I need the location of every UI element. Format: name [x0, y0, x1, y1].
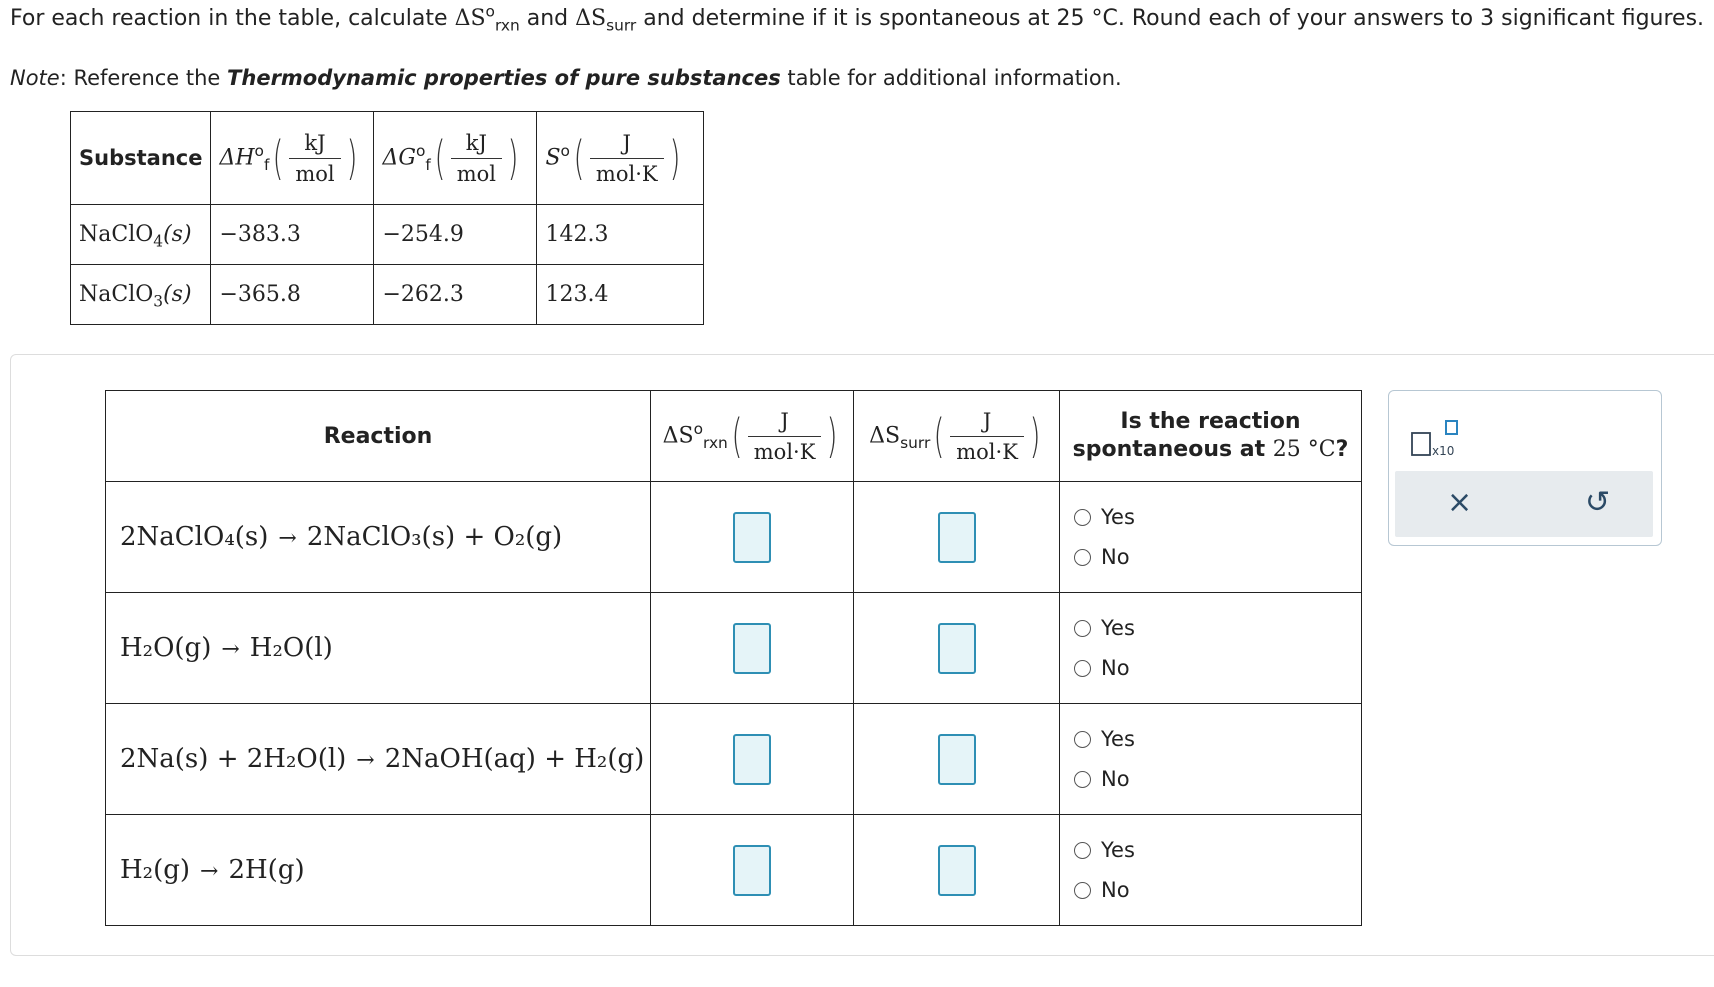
header-s [537, 112, 704, 205]
dsrxn-input[interactable] [733, 623, 771, 674]
table-row [106, 815, 1362, 926]
unit-kj: kJ [451, 131, 502, 159]
reaction-equation [106, 704, 651, 815]
dssurr-unit [950, 409, 1024, 464]
rxn-subscript: rxn [494, 16, 520, 35]
paren-close: ) [669, 131, 680, 185]
note-pre: : Reference the [59, 66, 228, 90]
yes-option[interactable] [1074, 500, 1360, 534]
paren-open: ( [434, 131, 446, 185]
dssurr-input[interactable] [938, 512, 976, 563]
table-row [106, 482, 1362, 593]
delta-s-symbol-2: ΔS [575, 6, 607, 31]
table-row [106, 704, 1362, 815]
and-text: and [519, 6, 576, 31]
radio-icon[interactable] [1074, 620, 1091, 637]
spont-temp: 25 °C [1272, 437, 1336, 462]
radio-icon[interactable] [1074, 549, 1091, 566]
radio-icon[interactable] [1074, 660, 1091, 677]
paren-close: ) [826, 409, 838, 463]
paren-close: ) [507, 131, 519, 185]
formula-sub: 3 [153, 292, 164, 311]
note-post: table for additional information. [780, 66, 1122, 90]
degree-mark: o [485, 2, 495, 21]
yes-option[interactable] [1074, 722, 1360, 756]
reaction-equation [106, 815, 651, 926]
table-row [106, 593, 1362, 704]
unit-molk: mol·K [595, 161, 658, 186]
dssurr-cell [854, 815, 1060, 926]
paren-open: ( [272, 131, 284, 185]
paren-open: ( [573, 131, 585, 185]
spont-line1: Is the reaction [1120, 409, 1301, 434]
reaction-table [105, 390, 1362, 926]
instructions-text-1: For each reaction in the table, calculate [10, 6, 455, 31]
table-row [71, 265, 704, 325]
s-value: 142.3 [537, 205, 704, 265]
formula: NaClO [79, 282, 154, 307]
no-label: No [1101, 656, 1130, 680]
spont-line2: spontaneous at [1072, 437, 1273, 462]
header-dhf [211, 112, 374, 205]
dssurr-input[interactable] [938, 845, 976, 896]
radio-icon[interactable] [1074, 882, 1091, 899]
x10-text: x10 [1432, 444, 1455, 458]
state: (s) [163, 282, 192, 307]
s-unit [590, 131, 664, 186]
no-option[interactable] [1074, 873, 1360, 907]
formula: NaClO [79, 222, 154, 247]
dssurr-cell [854, 704, 1060, 815]
no-option[interactable] [1074, 762, 1360, 796]
dsrxn-symbol: ΔS [662, 423, 694, 448]
dh-value: −383.3 [211, 205, 374, 265]
paren-close: ) [1029, 409, 1041, 463]
unit-j: J [590, 131, 664, 159]
dhf-symbol: ΔH [219, 145, 255, 170]
header-substance: Substance [71, 112, 211, 205]
header-dsrxn [651, 391, 854, 482]
yes-label: Yes [1101, 505, 1135, 529]
no-label: No [1101, 878, 1130, 902]
clear-icon[interactable]: × [1447, 485, 1473, 520]
arrow-icon: → [356, 748, 375, 773]
spontaneous-cell [1060, 704, 1362, 815]
dssurr-cell [854, 482, 1060, 593]
radio-icon[interactable] [1074, 771, 1091, 788]
state: (s) [163, 222, 192, 247]
paren-open: ( [731, 409, 743, 463]
dhf-deg: o [254, 141, 264, 160]
yes-option[interactable] [1074, 833, 1360, 867]
tool-actions [1395, 471, 1653, 537]
paren-open: ( [933, 409, 945, 463]
dsrxn-input[interactable] [733, 512, 771, 563]
dsrxn-cell [651, 593, 854, 704]
yes-option[interactable] [1074, 611, 1360, 645]
header-dssurr [854, 391, 1060, 482]
note-label: Note [10, 66, 60, 90]
yes-label: Yes [1101, 838, 1135, 862]
spontaneous-cell [1060, 815, 1362, 926]
header-spontaneous [1060, 391, 1362, 482]
s-deg: o [560, 141, 570, 160]
dsrxn-cell [651, 482, 854, 593]
dssurr-symbol: ΔS [869, 423, 901, 448]
dhf-f: f [263, 155, 270, 174]
s-value: 123.4 [537, 265, 704, 325]
delta-s-symbol: ΔS [454, 6, 486, 31]
dsrxn-deg: o [693, 419, 704, 438]
dssurr-sub: surr [900, 433, 931, 452]
arrow-icon: → [200, 859, 219, 884]
unit-molk: mol·K [956, 439, 1018, 464]
products: 2NaOH(aq) + H₂(g) [384, 744, 645, 774]
reactants: 2NaClO₄(s) [120, 522, 269, 552]
dssurr-input[interactable] [938, 734, 976, 785]
unit-j: J [950, 409, 1024, 437]
dsrxn-cell [651, 815, 854, 926]
s-symbol: S [545, 145, 561, 170]
instructions [10, 2, 1705, 35]
yes-label: Yes [1101, 727, 1135, 751]
products: H₂O(l) [249, 633, 333, 663]
radio-icon[interactable] [1074, 731, 1091, 748]
products: 2H(g) [228, 855, 305, 885]
dsrxn-unit [748, 409, 822, 464]
table-row [71, 205, 704, 265]
reactants: H₂O(g) [120, 633, 212, 663]
dhf-unit [289, 131, 340, 186]
unit-kj: kJ [289, 131, 340, 159]
no-label: No [1101, 767, 1130, 791]
header-dgf [374, 112, 537, 205]
x10-button[interactable] [1411, 419, 1471, 463]
reactants: 2Na(s) + 2H₂O(l) [120, 744, 347, 774]
arrow-icon: → [278, 526, 297, 551]
note [10, 66, 1122, 90]
substance-cell [71, 205, 211, 265]
dsrxn-sub: rxn [703, 433, 728, 452]
dgf-deg: o [415, 141, 426, 160]
dgf-symbol: ΔG [382, 145, 416, 170]
unit-j: J [748, 409, 822, 437]
reaction-equation [106, 482, 651, 593]
dsrxn-input[interactable] [733, 845, 771, 896]
dgf-unit [451, 131, 502, 186]
undo-icon[interactable]: ↺ [1585, 485, 1611, 520]
unit-molk: mol·K [753, 439, 816, 464]
header-reaction: Reaction [106, 391, 651, 482]
spontaneous-cell [1060, 482, 1362, 593]
dssurr-input[interactable] [938, 623, 976, 674]
no-option[interactable] [1074, 540, 1360, 574]
no-label: No [1101, 545, 1130, 569]
dh-value: −365.8 [211, 265, 374, 325]
radio-icon[interactable] [1074, 842, 1091, 859]
dsrxn-cell [651, 704, 854, 815]
dssurr-cell [854, 593, 1060, 704]
substance-cell [71, 265, 211, 325]
reaction-equation [106, 593, 651, 704]
arrow-icon: → [221, 637, 240, 662]
spontaneous-cell [1060, 593, 1362, 704]
dgf-f: f [425, 155, 431, 174]
dsrxn-input[interactable] [733, 734, 771, 785]
unit-mol: mol [456, 161, 497, 186]
instructions-text-2: and determine if it is spontaneous at 25 °C. Round each of your answers to 3 significant figures. [636, 6, 1705, 31]
unit-mol: mol [295, 161, 335, 186]
yes-label: Yes [1101, 616, 1135, 640]
note-link-text: Thermodynamic properties of pure substances [227, 66, 781, 90]
radio-icon[interactable] [1074, 509, 1091, 526]
surr-subscript: surr [606, 16, 637, 35]
thermo-data-table [70, 111, 704, 325]
x10-icon[interactable] [1411, 419, 1471, 459]
paren-close: ) [346, 131, 357, 185]
formula-sub: 4 [153, 232, 164, 251]
dg-value: −254.9 [374, 205, 537, 265]
spont-q: ? [1335, 437, 1349, 462]
products: 2NaClO₃(s) + O₂(g) [306, 522, 563, 552]
answer-tool-panel [1388, 390, 1662, 546]
dg-value: −262.3 [374, 265, 537, 325]
no-option[interactable] [1074, 651, 1360, 685]
reactants: H₂(g) [120, 855, 191, 885]
